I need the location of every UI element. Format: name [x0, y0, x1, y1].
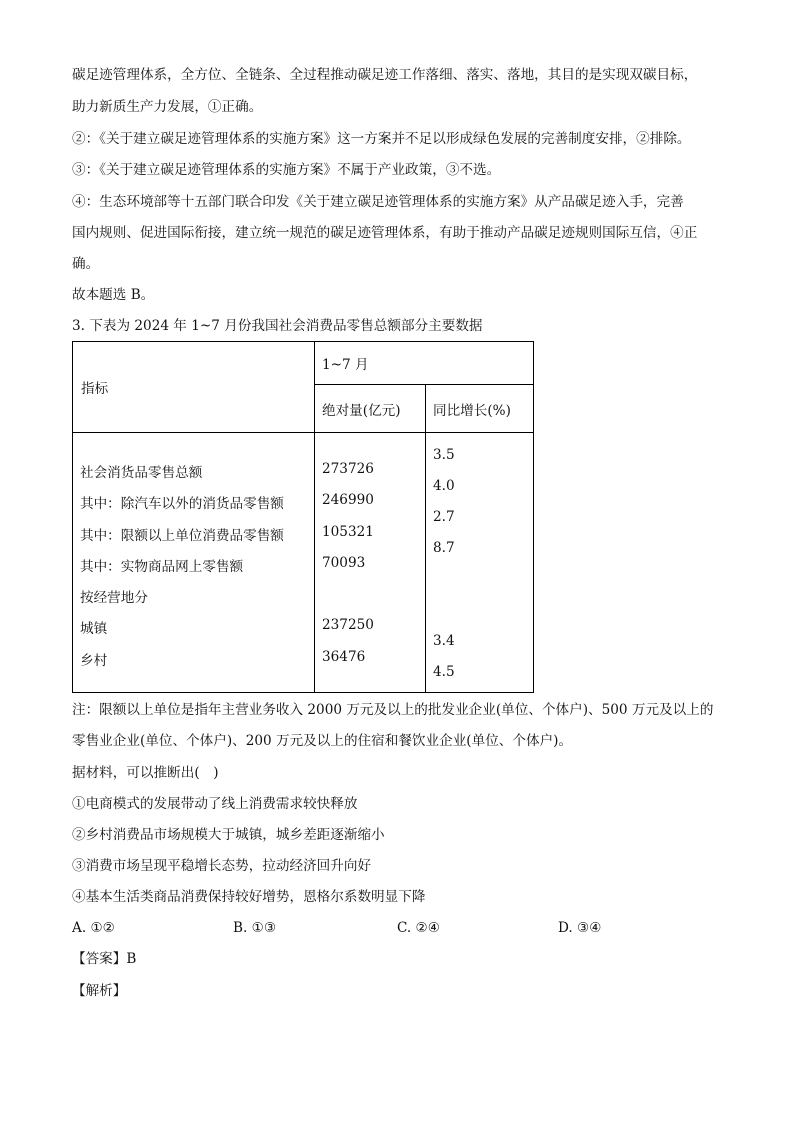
header-index: 指标: [73, 342, 315, 433]
row-label: 乡村: [80, 653, 108, 669]
header-growth: 同比增长(%): [426, 385, 534, 433]
absolute-value: 70093: [322, 555, 366, 571]
statement-1: ①电商模式的发展带动了线上消费需求较快释放: [72, 796, 358, 812]
question-stem: 3. 下表为 2024 年 1~7 月份我国社会消费品零售总额部分主要数据: [72, 318, 483, 334]
paragraph-2: ②：《关于建立碳足迹管理体系的实施方案》这一方案并不足以形成绿色发展的完善制度安排，②排除。: [72, 131, 691, 147]
row-label: 社会消货品零售总额: [80, 465, 203, 481]
absolute-value: 237250: [322, 617, 374, 633]
index-column: [73, 433, 315, 693]
retail-data-table: [72, 341, 534, 693]
answer-line: [72, 950, 136, 968]
analysis-tag: 【解析】: [72, 983, 127, 999]
paragraph-4-line-3: 确。: [72, 256, 100, 272]
growth-value: 2.7: [433, 509, 455, 525]
growth-value: 4.0: [433, 478, 455, 494]
growth-value: 3.5: [433, 447, 455, 463]
row-label: 其中：限额以上单位消费品零售额: [80, 528, 284, 544]
option-a[interactable]: A. ①②: [72, 920, 115, 936]
growth-column: [426, 433, 534, 693]
absolute-column: [315, 433, 426, 693]
absolute-value: 273726: [322, 461, 374, 477]
table-note-line-2: 零售业企业(单位、个体户)、200 万元及以上的住宿和餐饮业企业(单位、个体户)。: [72, 733, 573, 749]
option-b[interactable]: B. ①③: [233, 920, 277, 936]
option-c[interactable]: C. ②④: [397, 920, 440, 936]
table-note-line-1: 注：限额以上单位是指年主营业务收入 2000 万元及以上的批发业企业(单位、个体户)、500 万元及以上的: [72, 702, 714, 718]
header-absolute: 绝对量(亿元): [315, 385, 426, 433]
absolute-value: 246990: [322, 492, 374, 508]
row-label: 其中：实物商品网上零售额: [80, 559, 244, 575]
paragraph-1-line-2: 助力新质生产力发展，①正确。: [72, 99, 263, 115]
growth-value: 8.7: [433, 540, 455, 556]
row-label: 按经营地分: [80, 590, 148, 606]
absolute-value: 105321: [322, 524, 374, 540]
answer-options: [72, 919, 672, 937]
paragraph-4-line-2: 国内规则、促进国际衔接，建立统一规范的碳足迹管理体系，有助于推动产品碳足迹规则国际互信，④正: [72, 225, 698, 241]
statement-2: ②乡村消费品市场规模大于城镇，城乡差距逐渐缩小: [72, 827, 385, 843]
growth-value: 4.5: [433, 664, 455, 680]
header-period: 1~7 月: [315, 342, 534, 385]
growth-value: 3.4: [433, 633, 455, 649]
answer-tag: 【答案】: [72, 951, 127, 967]
paragraph-1-line-1: 碳足迹管理体系，全方位、全链条、全过程推动碳足迹工作落细、落实、落地，其目的是实现双碳目标，: [72, 67, 698, 83]
statement-4: ④基本生活类商品消费保持较好增势，恩格尔系数明显下降: [72, 889, 426, 905]
question-prompt: 据材料，可以推断出( ): [72, 765, 219, 781]
paragraph-4-line-1: ④：生态环境部等十五部门联合印发《关于建立碳足迹管理体系的实施方案》从产品碳足迹入手，完善: [72, 194, 684, 210]
option-d[interactable]: D. ③④: [558, 920, 602, 936]
paragraph-3: ③：《关于建立碳足迹管理体系的实施方案》不属于产业政策，③不选。: [72, 162, 501, 178]
conclusion: 故本题选 B。: [72, 287, 155, 303]
row-label: 城镇: [80, 621, 108, 637]
statement-3: ③消费市场呈现平稳增长态势，拉动经济回升向好: [72, 858, 372, 874]
absolute-value: 36476: [322, 649, 366, 665]
answer-value: B: [126, 951, 137, 967]
row-label: 其中：除汽车以外的消货品零售额: [80, 496, 284, 512]
